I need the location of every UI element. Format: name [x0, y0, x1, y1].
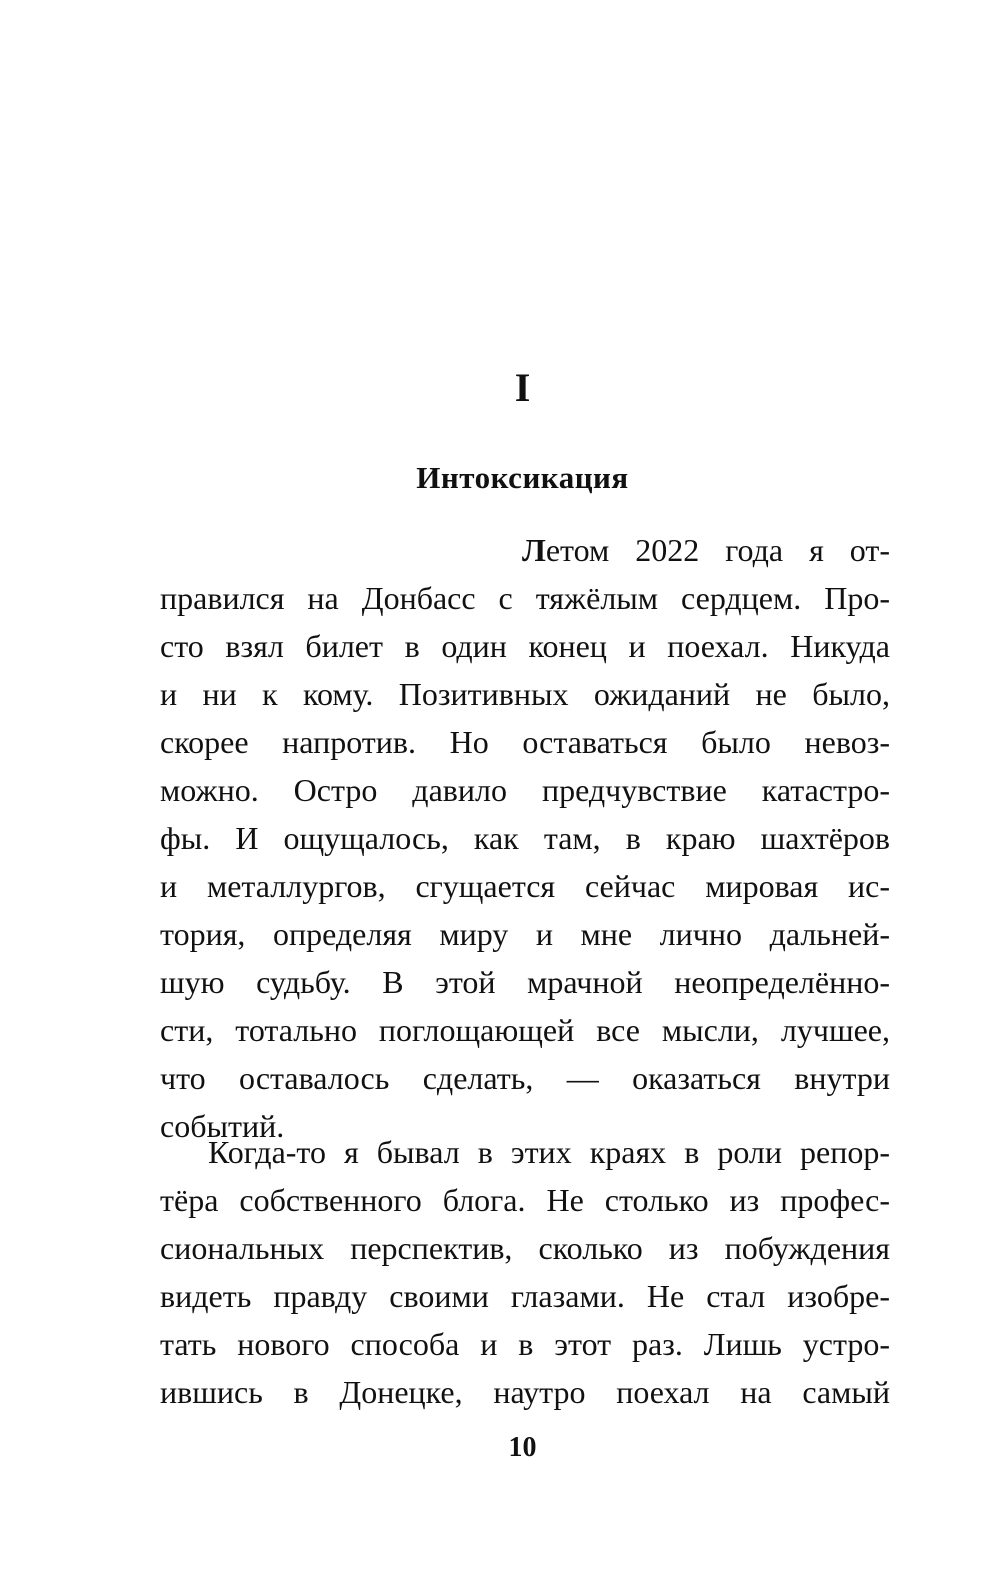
paragraph-line: Когда-то я бывал в этих краях в роли репор-	[208, 1134, 890, 1170]
paragraph-line: ившись в Донецке, наутро поехал на самый	[160, 1374, 890, 1410]
paragraph-line: скорее напротив. Но оставаться было невоз-	[160, 724, 890, 760]
paragraph-line: видеть правду своими глазами. Не стал изобре-	[160, 1278, 890, 1314]
paragraph-line: можно. Остро давило предчувствие катастро-	[160, 772, 890, 808]
paragraph-line: тать нового способа и в этот раз. Лишь устро-	[160, 1326, 890, 1362]
line-text: етом 2022 года я от-	[545, 532, 890, 568]
paragraph-line	[160, 526, 890, 574]
paragraph-line: сиональных перспектив, сколько из побуждения	[160, 1230, 890, 1266]
chapter-number: I	[514, 365, 531, 410]
paragraph-2	[160, 1128, 890, 1416]
paragraph-line: сто взял билет в один конец и поехал. Никуда	[160, 628, 890, 664]
paragraph-line: и ни к кому. Позитивных ожиданий не было,	[160, 676, 890, 712]
paragraph-line: что оставалось сделать, — оказаться внутри	[160, 1060, 890, 1096]
drop-cap: Л	[522, 532, 546, 568]
paragraph-line: тория, определяя миру и мне лично дальней-	[160, 916, 890, 952]
page-number: 10	[508, 1432, 537, 1463]
chapter-title: Интоксикация	[416, 460, 629, 495]
paragraph-line: правился на Донбасс с тяжёлым сердцем. Про-	[160, 580, 890, 616]
paragraph-line: и металлургов, сгущается сейчас мировая ис-	[160, 868, 890, 904]
paragraph-line: тёра собственного блога. Не столько из профес-	[160, 1182, 890, 1218]
paragraph-line: фы. И ощущалось, как там, в краю шахтёров	[160, 820, 890, 856]
paragraph-line: шую судьбу. В этой мрачной неопределённо-	[160, 964, 890, 1000]
paragraph-line: сти, тотально поглощающей все мысли, лучшее,	[160, 1012, 890, 1048]
paragraph-line: событий.	[160, 1108, 285, 1144]
paragraph-1	[160, 526, 890, 1150]
